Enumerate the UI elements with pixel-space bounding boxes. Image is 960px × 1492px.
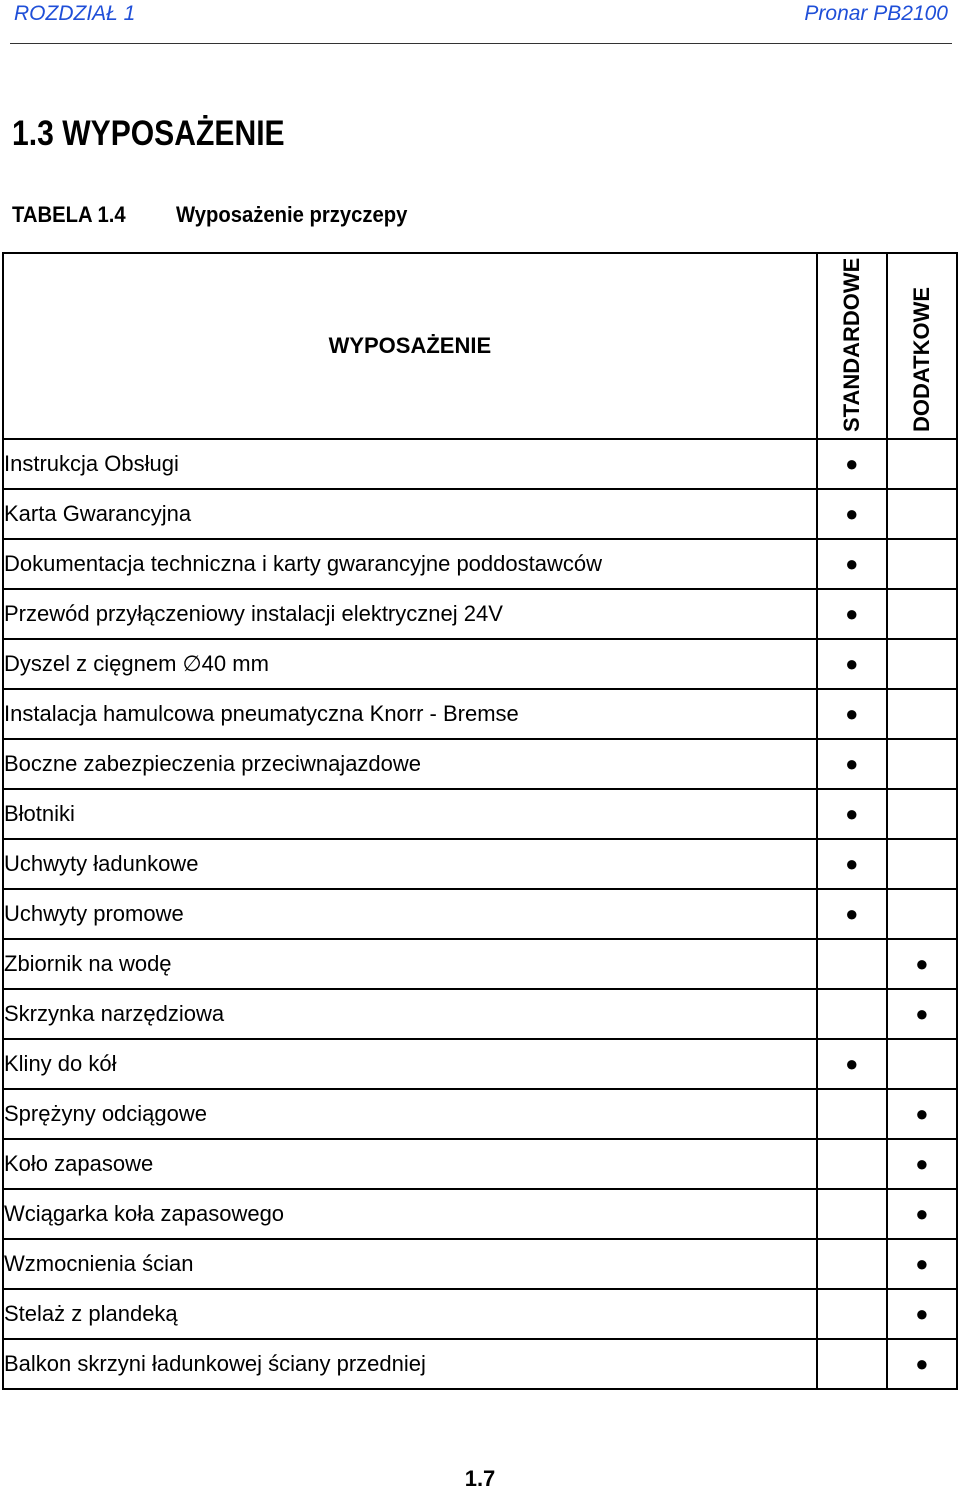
equipment-name: Karta Gwarancyjna (3, 489, 817, 539)
equipment-name: Wzmocnienia ścian (3, 1239, 817, 1289)
standard-mark (817, 1289, 887, 1339)
additional-mark (887, 439, 957, 489)
additional-mark: ● (887, 1139, 957, 1189)
table-row (3, 939, 957, 989)
equipment-name: Zbiornik na wodę (3, 939, 817, 989)
additional-mark: ● (887, 1239, 957, 1289)
additional-mark (887, 639, 957, 689)
additional-mark (887, 489, 957, 539)
table-row (3, 439, 957, 489)
table-row (3, 639, 957, 689)
standard-mark: ● (817, 739, 887, 789)
equipment-name: Balkon skrzyni ładunkowej ściany przedniej (3, 1339, 817, 1389)
table-row (3, 889, 957, 939)
additional-mark: ● (887, 989, 957, 1039)
header-divider (10, 43, 952, 44)
standard-mark: ● (817, 889, 887, 939)
standard-mark: ● (817, 489, 887, 539)
equipment-name: Koło zapasowe (3, 1139, 817, 1189)
additional-mark (887, 1039, 957, 1089)
standard-mark (817, 989, 887, 1039)
standard-mark: ● (817, 539, 887, 589)
additional-mark (887, 839, 957, 889)
table-header-row (3, 253, 957, 439)
page-number: 1.7 (464, 1466, 496, 1491)
header-standard (817, 253, 887, 439)
standard-mark: ● (817, 589, 887, 639)
header-standard-label: STANDARDOWE (838, 257, 864, 432)
header-additional-label: DODATKOWE (908, 286, 934, 432)
table-row (3, 539, 957, 589)
additional-mark: ● (887, 1339, 957, 1389)
standard-mark: ● (817, 439, 887, 489)
table-row (3, 989, 957, 1039)
additional-mark (887, 889, 957, 939)
table-row (3, 1139, 957, 1189)
equipment-name: Błotniki (3, 789, 817, 839)
header-equipment: WYPOSAŻENIE (3, 253, 817, 439)
equipment-name: Dyszel z cięgnem ∅40 mm (3, 639, 817, 689)
table-row (3, 1189, 957, 1239)
table-row (3, 789, 957, 839)
additional-mark: ● (887, 1289, 957, 1339)
table-row (3, 589, 957, 639)
standard-mark: ● (817, 789, 887, 839)
equipment-name: Boczne zabezpieczenia przeciwnajazdowe (3, 739, 817, 789)
additional-mark: ● (887, 1089, 957, 1139)
table-row (3, 1289, 957, 1339)
table-row (3, 689, 957, 739)
chapter-header: ROZDZIAŁ 1 (14, 2, 136, 25)
equipment-name: Dokumentacja techniczna i karty gwarancyjne poddostawców (3, 539, 817, 589)
section-title: 1.3 WYPOSAŻENIE (12, 114, 285, 153)
standard-mark: ● (817, 1039, 887, 1089)
standard-mark (817, 1089, 887, 1139)
product-header: Pronar PB2100 (804, 2, 948, 25)
additional-mark (887, 739, 957, 789)
header-additional (887, 253, 957, 439)
table-row (3, 1039, 957, 1089)
standard-mark (817, 1239, 887, 1289)
equipment-name: Stelaż z plandeką (3, 1289, 817, 1339)
equipment-name: Uchwyty promowe (3, 889, 817, 939)
additional-mark (887, 539, 957, 589)
table-body (3, 439, 957, 1389)
table-row (3, 489, 957, 539)
table-row (3, 1339, 957, 1389)
equipment-name: Przewód przyłączeniowy instalacji elektrycznej 24V (3, 589, 817, 639)
standard-mark (817, 1339, 887, 1389)
equipment-name: Skrzynka narzędziowa (3, 989, 817, 1039)
standard-mark (817, 1139, 887, 1189)
standard-mark (817, 1189, 887, 1239)
table-row (3, 1089, 957, 1139)
equipment-name: Kliny do kół (3, 1039, 817, 1089)
table-row (3, 1239, 957, 1289)
equipment-name: Instrukcja Obsługi (3, 439, 817, 489)
additional-mark (887, 689, 957, 739)
table-caption: Wyposażenie przyczepy (176, 202, 408, 227)
additional-mark (887, 789, 957, 839)
table-row (3, 739, 957, 789)
equipment-name: Sprężyny odciągowe (3, 1089, 817, 1139)
additional-mark: ● (887, 1189, 957, 1239)
standard-mark: ● (817, 839, 887, 889)
standard-mark (817, 939, 887, 989)
equipment-name: Uchwyty ładunkowe (3, 839, 817, 889)
standard-mark: ● (817, 639, 887, 689)
additional-mark (887, 589, 957, 639)
table-row (3, 839, 957, 889)
equipment-name: Wciągarka koła zapasowego (3, 1189, 817, 1239)
table-label: TABELA 1.4 (12, 202, 126, 227)
equipment-table (2, 252, 958, 1390)
equipment-name: Instalacja hamulcowa pneumatyczna Knorr - Bremse (3, 689, 817, 739)
standard-mark: ● (817, 689, 887, 739)
additional-mark: ● (887, 939, 957, 989)
